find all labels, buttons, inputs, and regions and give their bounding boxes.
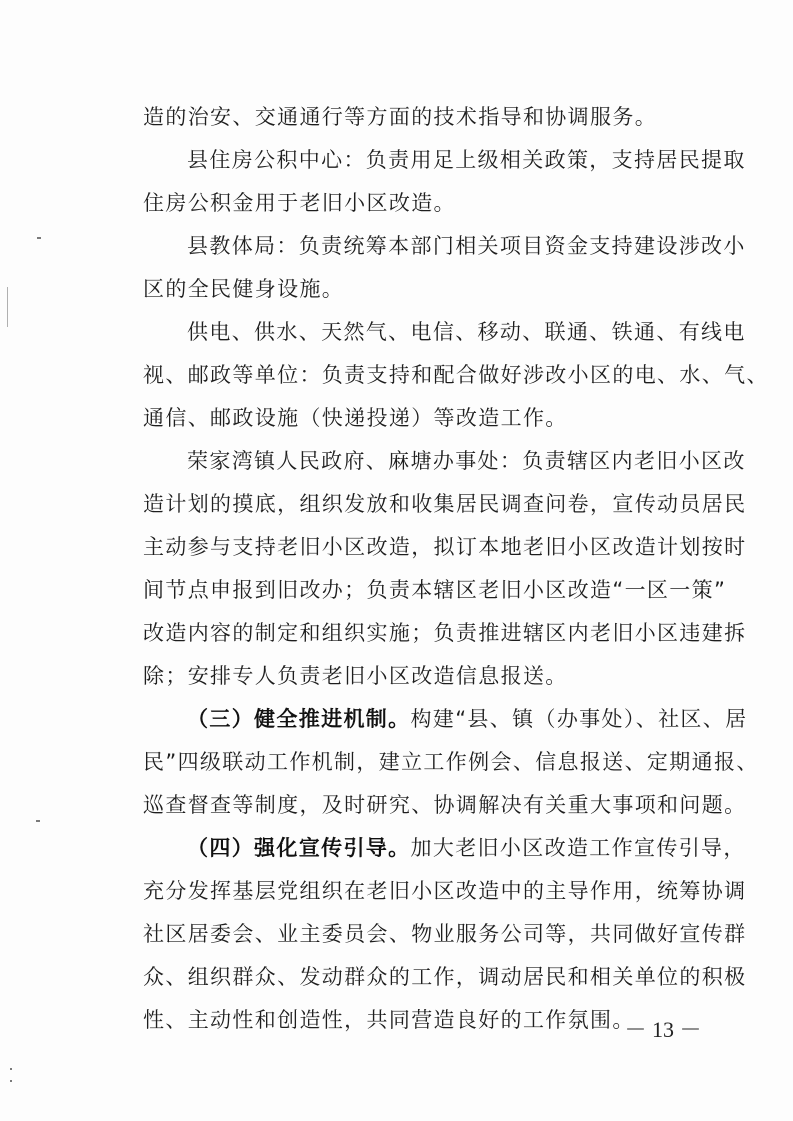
scan-mark bbox=[10, 1080, 12, 1082]
body-text-line: 造的治安、交通通行等方面的技术指导和协调服务。 bbox=[143, 105, 658, 129]
section-3-first-line bbox=[187, 701, 747, 737]
body-text-line: 视、邮政等单位：负责支持和配合做好涉改小区的电、水、气、 bbox=[143, 363, 769, 387]
body-text-line: 主动参与支持老旧小区改造，拟订本地老旧小区改造计划按时 bbox=[143, 535, 747, 559]
body-text-line: 造计划的摸底，组织发放和收集居民调查问卷，宣传动员居民 bbox=[143, 492, 747, 516]
body-text-line: 县教体局：负责统筹本部门相关项目资金支持建设涉改小 bbox=[187, 234, 746, 258]
scan-mark bbox=[36, 820, 40, 822]
body-text-line: 供电、供水、天然气、电信、移动、联通、铁通、有线电 bbox=[187, 320, 746, 344]
body-text-line: 除；安排专人负责老旧小区改造信息报送。 bbox=[143, 664, 568, 688]
body-text-line: 通信、邮政设施（快递投递）等改造工作。 bbox=[143, 406, 568, 430]
body-text-line: 县住房公积中心：负责用足上级相关政策，支持居民提取 bbox=[187, 148, 746, 172]
scan-mark bbox=[37, 237, 41, 239]
body-text-line: 住房公积金用于老旧小区改造。 bbox=[143, 191, 456, 215]
scan-mark bbox=[10, 1068, 12, 1070]
body-text-line: 巡查督查等制度，及时研究、协调解决有关重大事项和问题。 bbox=[143, 793, 747, 817]
body-text-line: 改造内容的制定和组织实施；负责推进辖区内老旧小区违建拆 bbox=[143, 621, 747, 645]
section-3-heading: （三）健全推进机制。 bbox=[187, 707, 411, 731]
page-number: － 13 － bbox=[624, 1017, 702, 1042]
section-4-first-line bbox=[187, 830, 747, 866]
section-4-first-line-text: 加大老旧小区改造工作宣传引导， bbox=[410, 836, 746, 860]
body-text-line: 性、主动性和创造性，共同营造良好的工作氛围。 bbox=[143, 1008, 635, 1032]
section-4-heading: （四）强化宣传引导。 bbox=[187, 836, 411, 860]
body-text-line: 充分发挥基层党组织在老旧小区改造中的主导作用，统筹协调 bbox=[143, 879, 747, 903]
scan-mark bbox=[7, 287, 8, 327]
body-text-line: 民”四级联动工作机制，建立工作例会、信息报送、定期通报、 bbox=[143, 750, 759, 774]
section-3-first-line-text: 构建“县、镇（办事处）、社区、居 bbox=[410, 707, 748, 731]
body-text-line: 荣家湾镇人民政府、麻塘办事处：负责辖区内老旧小区改 bbox=[187, 449, 746, 473]
body-text-line: 社区居委会、业主委员会、物业服务公司等，共同做好宣传群 bbox=[143, 922, 747, 946]
body-text-line: 众、组织群众、发动群众的工作，调动居民和相关单位的积极 bbox=[143, 965, 747, 989]
body-text-line: 间节点申报到旧改办；负责本辖区老旧小区改造“一区一策” bbox=[143, 578, 727, 602]
body-text-line: 区的全民健身设施。 bbox=[143, 277, 345, 301]
